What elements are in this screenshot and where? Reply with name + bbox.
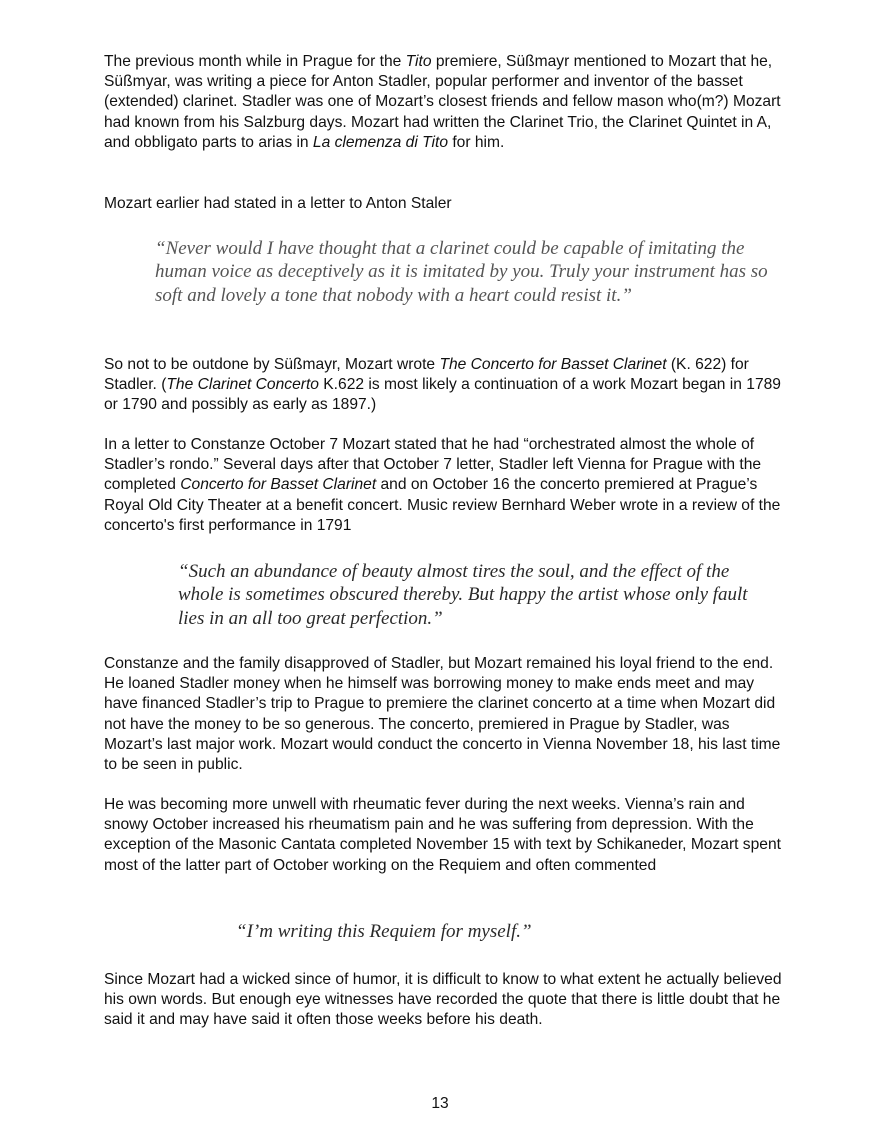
text-span: for him.: [448, 133, 505, 151]
paragraph-constanze-letter: [104, 435, 784, 536]
paragraph-sense-of-humor: Since Mozart had a wicked since of humor, it is difficult to know to what extent he actually believed his own words. But enough eye witnesses have recorded the quote that there is little doubt that he said it and may have said it often those weeks before his death.: [104, 971, 782, 1029]
text-span: The previous month while in Prague for the: [104, 53, 406, 70]
italic-title-la-clemenza: La clemenza di Tito: [312, 133, 448, 151]
text-span: In a letter to Constanze October 7 Mozart stated that he had “orchestrated almost the whole of Stadler’s rondo.” Several days after that October 7 letter, Stadler left Vienna for Prague with the completed: [104, 436, 762, 494]
paragraph-rheumatic-fever: He was becoming more unwell with rheumatic fever during the next weeks. Vienna’s rain and snowy October increased his rheumatism pain and he was suffering from depression. With the exception of the Masonic Cantata completed November 15 with text by Schikaneder, Mozart spent most of the latter part of October working on the Requiem and often commented: [104, 796, 781, 874]
text-span: K.622 is most likely a continuation of a work Mozart began in 1789 or 1790 and possibly as early as 1897.): [104, 376, 781, 414]
text-span: (K. 622) for Stadler. (: [104, 356, 749, 394]
italic-title-basset-concerto: The Concerto for Basset Clarinet: [439, 356, 667, 373]
paragraph-tito-premiere: [104, 52, 784, 153]
text-span: premiere, Süßmayr mentioned to Mozart that he, Süßmyar, was writing a piece for Anton Stadler, popular performer and inventor of the basset (extended) clarinet. Stadler was one of Mozart’s closest friends and fellow mason who(m?) Mozart had known from his Salzburg days. Mozart had written the Clarinet Trio, the Clarinet Quintet in A, and obbligato parts to arias in: [104, 53, 781, 151]
italic-title-basset-concerto: Concerto for Basset Clarinet: [180, 476, 377, 494]
paragraph-stadler-friendship: Constanze and the family disapproved of Stadler, but Mozart remained his loyal friend to the end. He loaned Stadler money when he himself was borrowing money to make ends meet and may have financed Stadler’s trip to Prague to premiere the clarinet concerto at a time when Mozart did not have the money to be so generous. The concerto, premiered in Prague by Stadler, was Mozart’s last major work. Mozart would conduct the concerto in Vienna November 18, his last time to be seen in public.: [104, 655, 781, 774]
text-span: So not to be outdone by Süßmayr, Mozart wrote: [104, 356, 440, 373]
paragraph-letter-intro: Mozart earlier had stated in a letter to Anton Staler: [104, 195, 452, 212]
text-span: and on October 16 the concerto premiered at Prague’s Royal Old City Theater at a benefit concert. Music review Bernhard Weber wrote in a review of the concerto's first performance in 1791: [104, 476, 781, 534]
page-number: 13: [431, 1095, 449, 1112]
italic-title-tito: Tito: [405, 53, 432, 70]
italic-title-clarinet-concerto: The Clarinet Concerto: [166, 376, 319, 394]
paragraph-basset-concerto: [104, 355, 784, 416]
quote-requiem: “I’m writing this Requiem for myself.”: [236, 921, 532, 942]
quote-weber-review: “Such an abundance of beauty almost tires the soul, and the effect of the whole is sometimes obscured thereby. But happy the artist whose only fault lies in an all too great perfection.”: [178, 561, 748, 629]
quote-mozart-letter: “Never would I have thought that a clarinet could be capable of imitating the human voice as deceptively as it is imitated by you. Truly your instrument has so soft and lovely a tone that nobody with a heart could resist it.”: [155, 238, 768, 306]
